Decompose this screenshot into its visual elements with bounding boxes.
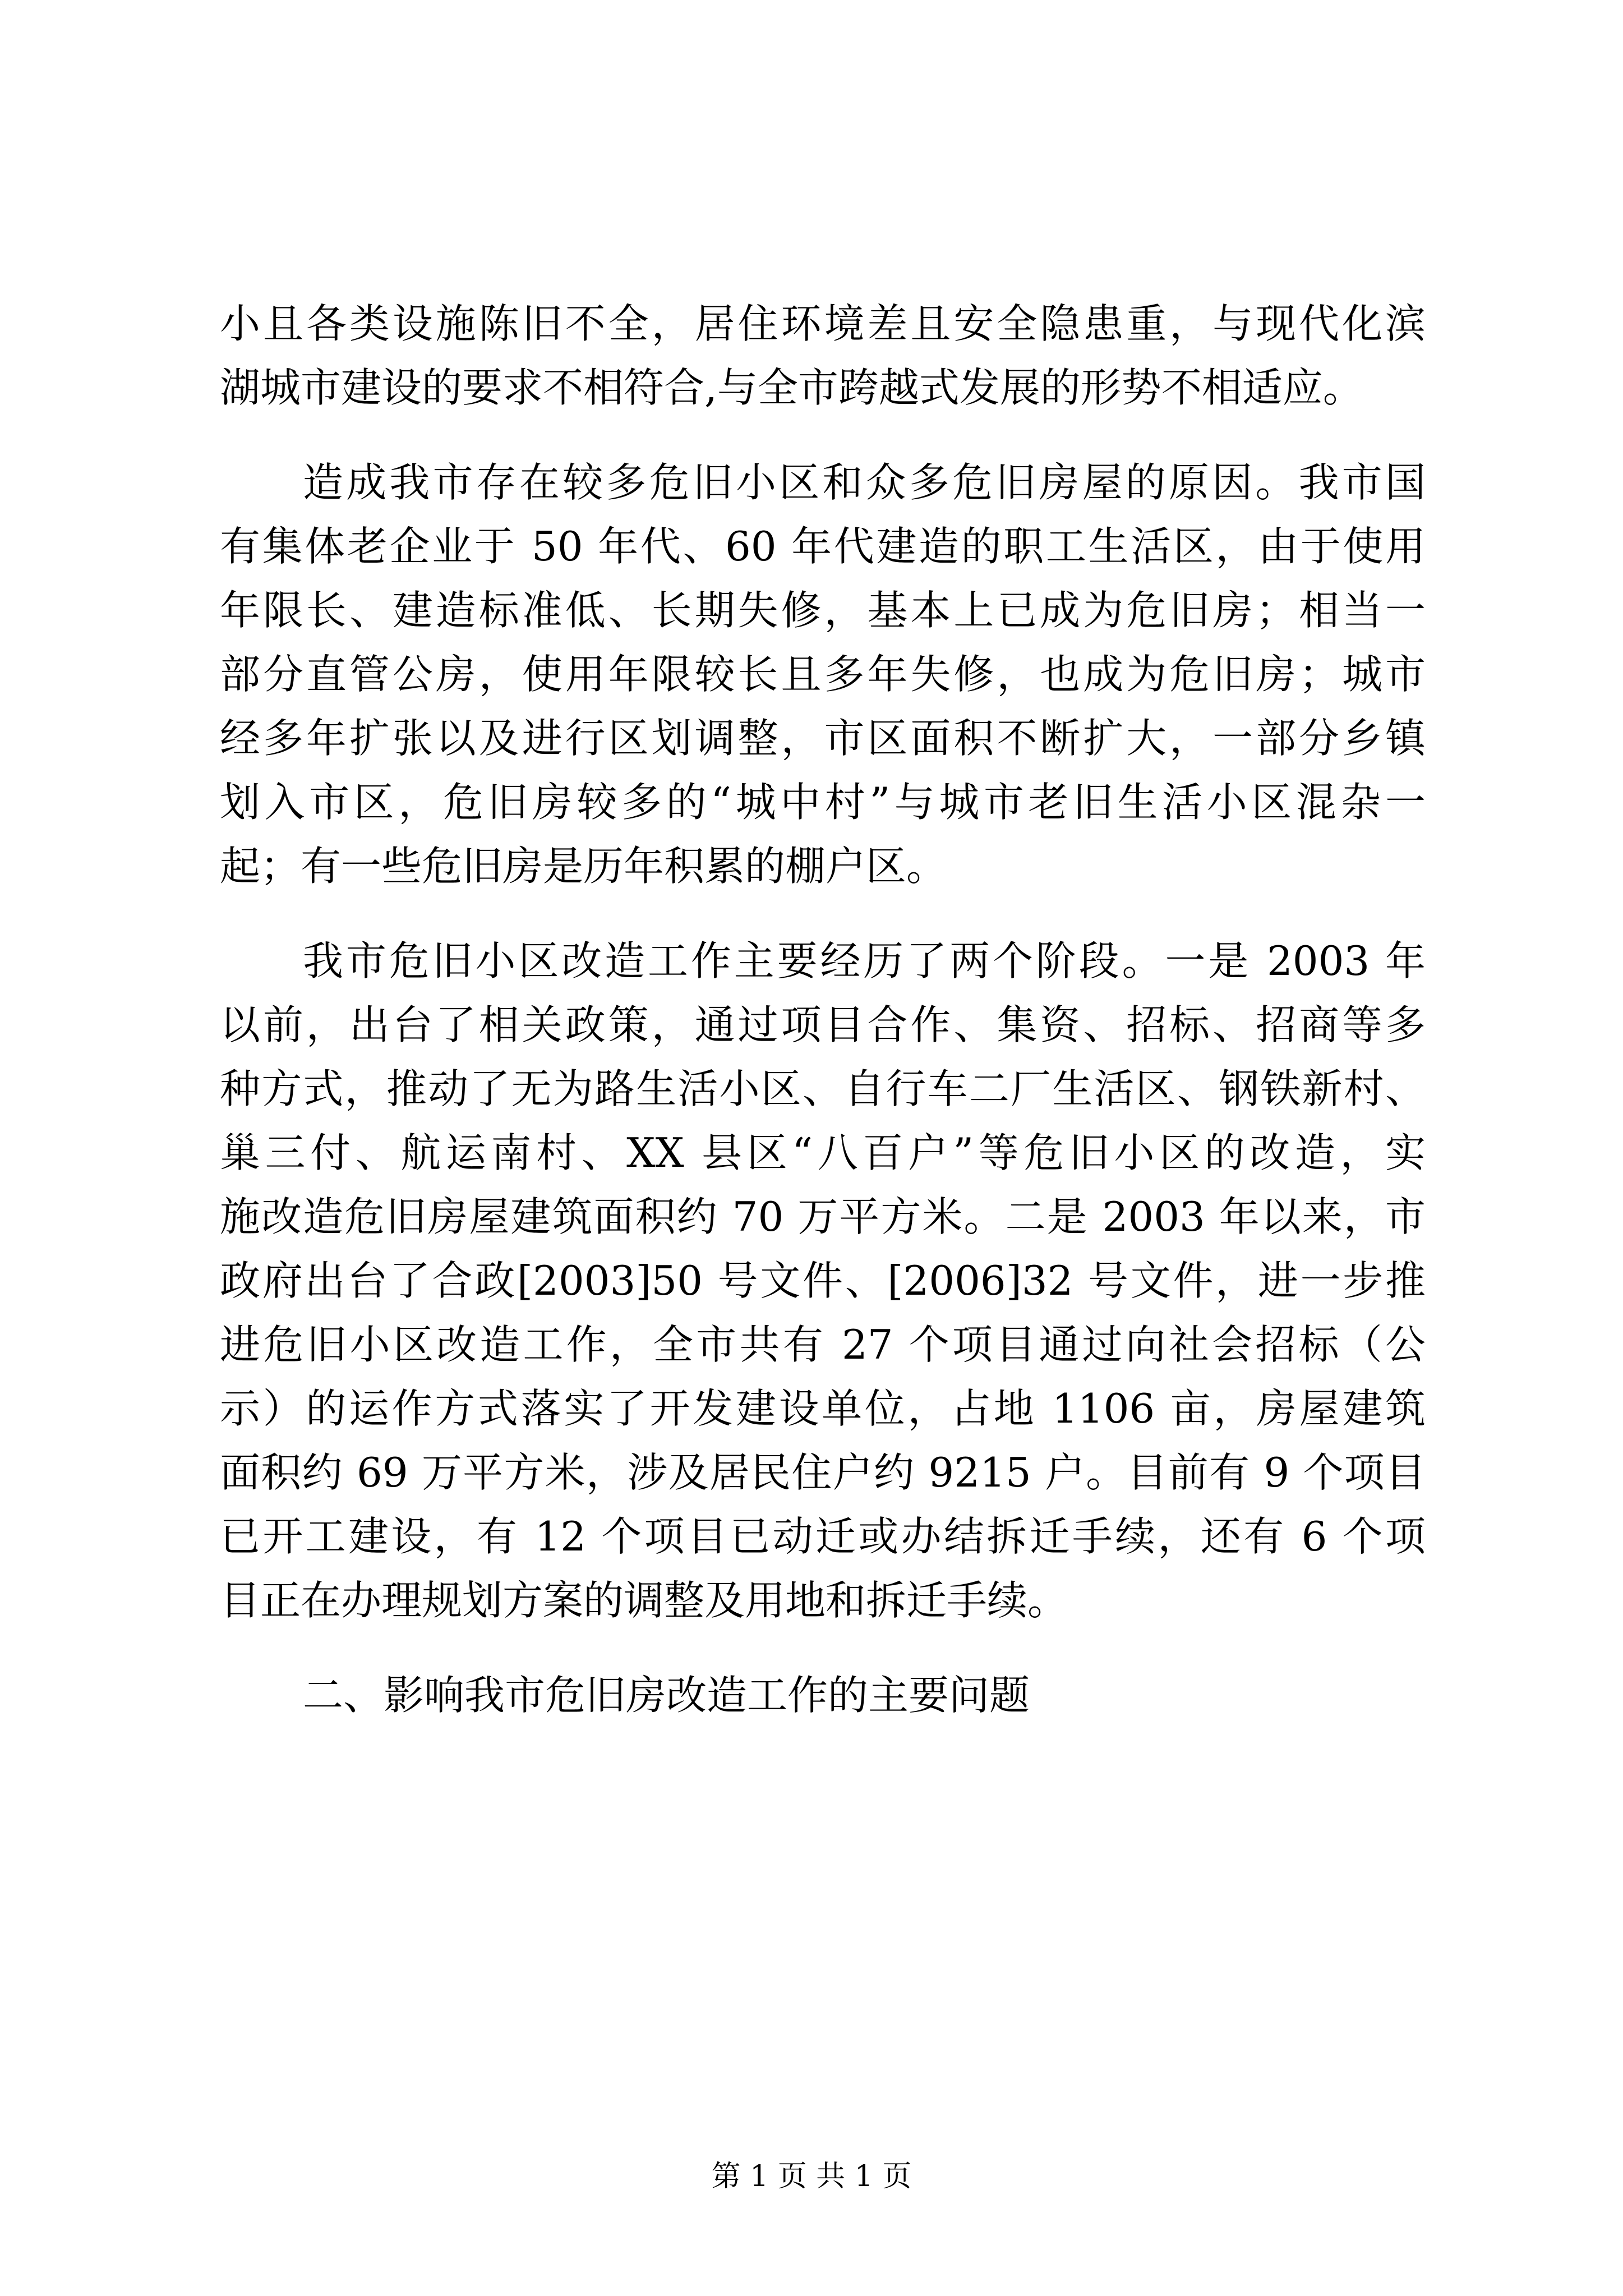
text-line: 以前，出台了相关政策，通过项目合作、集资、招标、招商等多 <box>220 1001 1426 1048</box>
document-body <box>220 292 1426 1727</box>
text-line: 巢三付、航运南村、XX 县区“八百户”等危旧小区的改造，实 <box>220 1129 1426 1176</box>
paragraph-1 <box>220 292 1426 420</box>
text-line: 政府出台了合政[2003]50 号文件、[2006]32 号文件，进一步推 <box>220 1257 1426 1304</box>
text-line: 种方式，推动了无为路生活小区、自行车二厂生活区、钢铁新村、 <box>220 1065 1426 1112</box>
page-footer: 第 1 页 共 1 页 <box>711 2160 912 2193</box>
text-line: 年限长、建造标准低、长期失修，基本上已成为危旧房；相当一 <box>220 587 1426 634</box>
text-line: 已开工建设，有 12 个项目已动迁或办结拆迁手续，还有 6 个项 <box>220 1513 1426 1560</box>
text-line: 经多年扩张以及进行区划调整，市区面积不断扩大，一部分乡镇 <box>220 715 1426 762</box>
section-heading: 二、影响我市危旧房改造工作的主要问题 <box>303 1672 1030 1719</box>
paragraph-3 <box>220 929 1426 1632</box>
text-line: 面积约 69 万平方米，涉及居民住户约 9215 户。目前有 9 个项目 <box>220 1449 1426 1496</box>
text-line: 有集体老企业于 50 年代、60 年代建造的职工生活区，由于使用 <box>220 523 1426 570</box>
text-line: 目正在办理规划方案的调整及用地和拆迁手续。 <box>220 1577 1068 1624</box>
text-line: 部分直管公房，使用年限较长且多年失修，也成为危旧房；城市 <box>220 651 1426 698</box>
text-line: 小且各类设施陈旧不全，居住环境差且安全隐患重，与现代化滨 <box>220 300 1426 347</box>
text-line: 进危旧小区改造工作，全市共有 27 个项目通过向社会招标（公 <box>220 1321 1426 1368</box>
text-line: 示）的运作方式落实了开发建设单位，占地 1106 亩，房屋建筑 <box>220 1385 1426 1432</box>
text-line: 我市危旧小区改造工作主要经历了两个阶段。一是 2003 年 <box>303 937 1426 984</box>
text-line: 造成我市存在较多危旧小区和众多危旧房屋的原因。我市国 <box>303 459 1426 506</box>
paragraph-2 <box>220 450 1426 898</box>
text-line: 湖城市建设的要求不相符合,与全市跨越式发展的形势不相适应。 <box>220 364 1363 411</box>
text-line: 施改造危旧房屋建筑面积约 70 万平方米。二是 2003 年以来，市 <box>220 1193 1426 1240</box>
text-line: 划入市区，危旧房较多的“城中村”与城市老旧生活小区混杂一 <box>220 779 1426 826</box>
text-line: 起；有一些危旧房是历年积累的棚户区。 <box>220 843 947 890</box>
